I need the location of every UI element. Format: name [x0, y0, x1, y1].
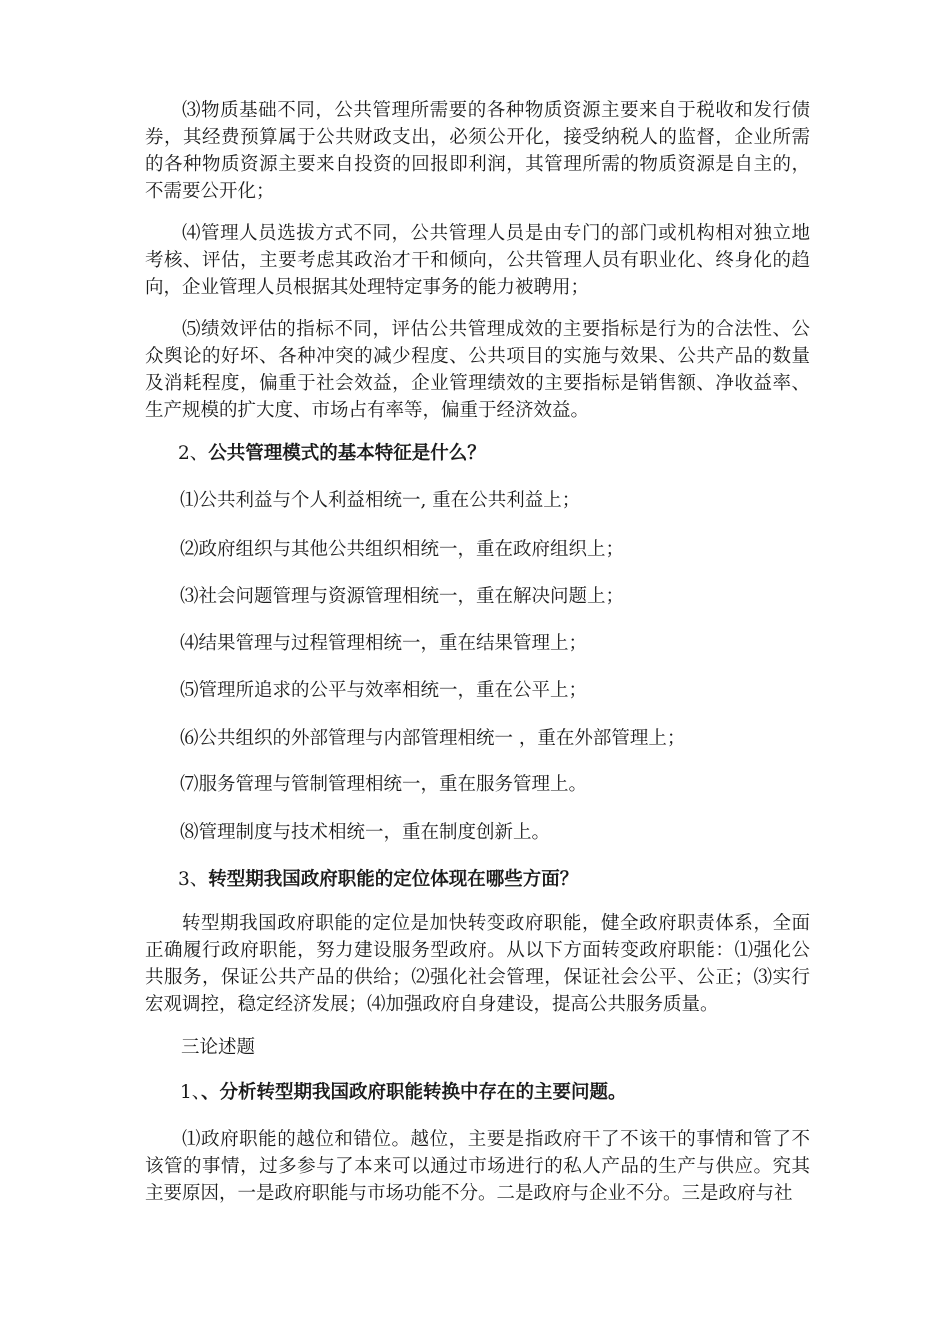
essay-1-heading — [180, 1079, 820, 1106]
list-item: ⑹公共组织的外部管理与内部管理相统一 ，重在外部管理上； — [180, 728, 686, 749]
list-item: ⑴公共利益与个人利益相统一, 重在公共利益上； — [180, 490, 581, 511]
question-2-heading — [178, 440, 818, 467]
paragraph-performance-evaluation: ⑸绩效评估的指标不同，评估公共管理成效的主要指标是行为的合法性、公众舆论的好坏、各种冲突的减少程度、公共项目的实施与效果、公共产品的数量及消耗程度，偏重于社会效益，企业管理绩效的主要指标是销售额、净收益率、生产规模的扩大度、市场占有率等，偏重于经济效益。 — [145, 319, 810, 421]
essay-1-number: 1、 — [180, 1082, 202, 1103]
list-item: ⑷结果管理与过程管理相统一，重在结果管理上； — [180, 633, 588, 654]
question-3-answer: 转型期我国政府职能的定位是加快转变政府职能，健全政府职责体系，全面正确履行政府职能，努力建设服务型政府。从以下方面转变政府职能：⑴强化公共服务，保证公共产品的供给；⑵强化社会管理，保证社会公平、公正；⑶实行宏观调控，稳定经济发展；⑷加强政府自身建设，提高公共服务质量。 — [145, 913, 810, 1015]
question-2-number: 2、 — [178, 443, 209, 464]
question-3-heading — [178, 866, 818, 893]
section-heading-essay: 三论述题 — [181, 1037, 256, 1058]
essay-1-answer: ⑴政府职能的越位和错位。越位，主要是指政府干了不该干的事情和管了不该管的事情，过多参与了本来可以通过市场进行的私人产品的生产与供应。究其主要原因，一是政府职能与市场功能不分。二是政府与企业不分。三是政府与社 — [145, 1129, 810, 1204]
paragraph-material-basis: ⑶物质基础不同，公共管理所需要的各种物质资源主要来自于税收和发行债券，其经费预算属于公共财政支出，必须公开化，接受纳税人的监督，企业所需的各种物质资源主要来自投资的回报即利润，其管理所需的物质资源是自主的，不需要公开化； — [145, 100, 810, 202]
paragraph-personnel-selection: ⑷管理人员选拔方式不同，公共管理人员是由专门的部门或机构相对独立地考核、评估，主要考虑其政治才干和倾向，公共管理人员有职业化、终身化的趋向，企业管理人员根据其处理特定事务的能力被聘用； — [145, 223, 810, 298]
question-2-title: 公共管理模式的基本特征是什么？ — [208, 443, 486, 464]
list-item: ⑶社会问题管理与资源管理相统一，重在解决问题上； — [180, 586, 625, 607]
essay-1-title: 、分析转型期我国政府职能转换中存在的主要问题。 — [201, 1082, 627, 1103]
list-item: ⑸管理所追求的公平与效率相统一，重在公平上； — [180, 680, 588, 701]
list-item: ⑺服务管理与管制管理相统一，重在服务管理上。 — [180, 774, 588, 795]
list-item: ⑵政府组织与其他公共组织相统一，重在政府组织上； — [180, 539, 625, 560]
question-3-number: 3、 — [178, 869, 209, 890]
list-item: ⑻管理制度与技术相统一，重在制度创新上。 — [180, 822, 551, 843]
question-3-title: 转型期我国政府职能的定位体现在哪些方面？ — [208, 869, 579, 890]
